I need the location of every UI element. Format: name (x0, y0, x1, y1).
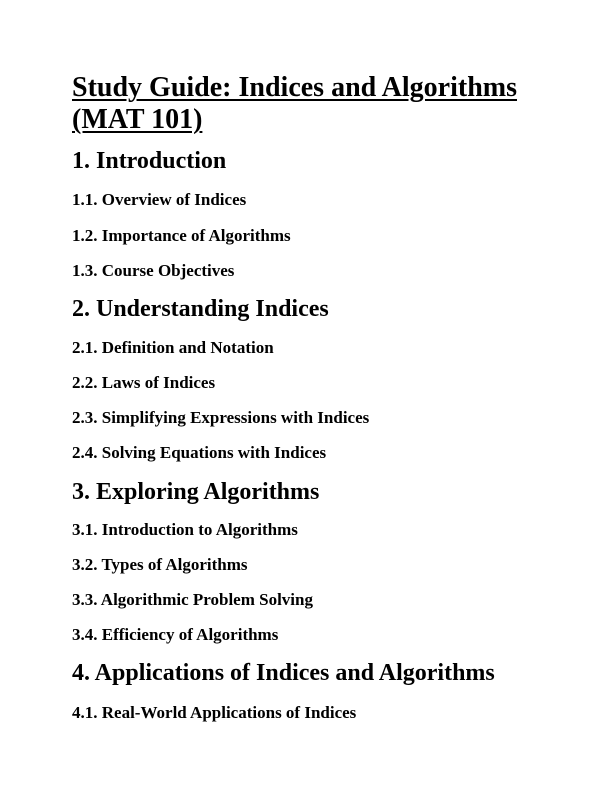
section-heading-introduction: 1. Introduction (72, 148, 227, 174)
document-title: Study Guide: Indices and Algorithms (MAT 101) (72, 72, 517, 135)
section-heading-understanding-indices: 2. Understanding Indices (72, 296, 329, 322)
subsection-course-objectives: 1.3. Course Objectives (72, 261, 235, 280)
subsection-introduction-to-algorithms: 3.1. Introduction to Algorithms (72, 520, 298, 539)
section-heading-applications: 4. Applications of Indices and Algorithms (72, 660, 495, 686)
subsection-types-of-algorithms: 3.2. Types of Algorithms (72, 555, 248, 574)
subsection-importance-of-algorithms: 1.2. Importance of Algorithms (72, 226, 291, 245)
subsection-definition-and-notation: 2.1. Definition and Notation (72, 338, 274, 357)
subsection-simplifying-expressions: 2.3. Simplifying Expressions with Indices (72, 408, 370, 427)
subsection-efficiency-of-algorithms: 3.4. Efficiency of Algorithms (72, 625, 279, 644)
subsection-real-world-applications: 4.1. Real-World Applications of Indices (72, 703, 357, 722)
subsection-solving-equations: 2.4. Solving Equations with Indices (72, 443, 327, 462)
subsection-overview-of-indices: 1.1. Overview of Indices (72, 190, 247, 209)
section-heading-exploring-algorithms: 3. Exploring Algorithms (72, 479, 320, 505)
subsection-algorithmic-problem-solving: 3.3. Algorithmic Problem Solving (72, 590, 313, 609)
subsection-laws-of-indices: 2.2. Laws of Indices (72, 373, 216, 392)
